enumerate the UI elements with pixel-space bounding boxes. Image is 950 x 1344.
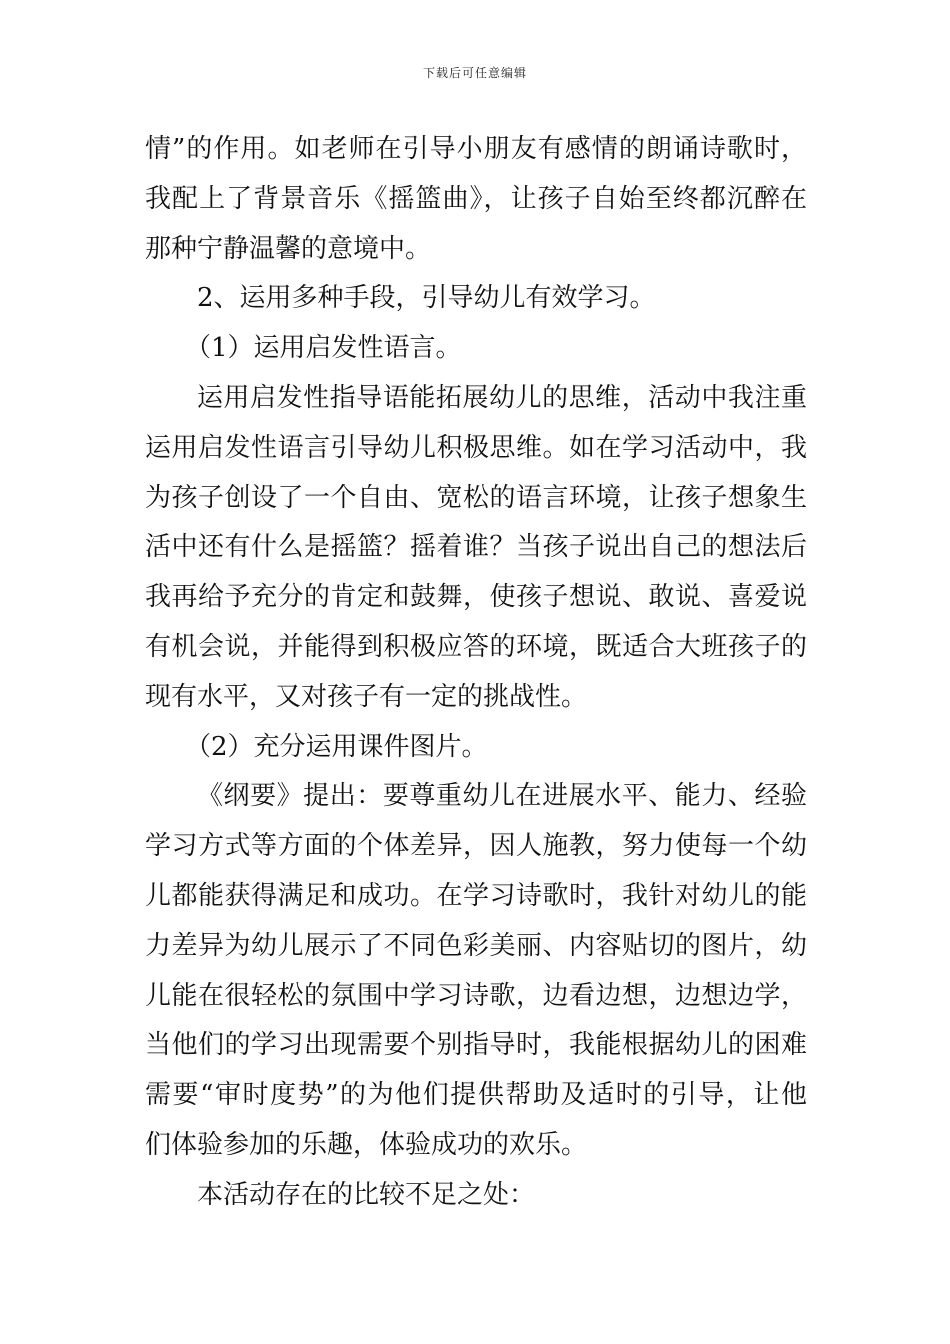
text-line: 儿都能获得满足和成功。在学习诗歌时，我针对幼儿的能 [145, 880, 807, 911]
text-line: 2、运用多种手段，引导幼儿有效学习。 [197, 283, 656, 314]
text-line: 们体验参加的乐趣，体验成功的欢乐。 [145, 1129, 588, 1160]
text-line: （2）充分运用课件图片。 [185, 731, 488, 762]
text-line: 我再给予充分的肯定和鼓舞，使孩子想说、敢说、喜爱说 [145, 582, 807, 613]
text-line: 有机会说，并能得到积极应答的环境，既适合大班孩子的 [145, 631, 807, 662]
text-line: 为孩子创设了一个自由、宽松的语言环境，让孩子想象生 [145, 482, 807, 513]
text-line: 《纲要》提出：要尊重幼儿在进展水平、能力、经验 [197, 781, 807, 812]
text-line: 情”的作用。如老师在引导小朋友有感情的朗诵诗歌时， [145, 134, 807, 164]
text-line: 学习方式等方面的个体差异，因人施教，努力使每一个幼 [145, 831, 807, 862]
text-line: （1）运用启发性语言。 [185, 333, 462, 364]
text-line: 力差异为幼儿展示了不同色彩美丽、内容贴切的图片，幼 [145, 930, 807, 961]
text-line: 儿能在很轻松的氛围中学习诗歌，边看边想，边想边学， [145, 980, 807, 1011]
text-line: 那种宁静温馨的意境中。 [145, 233, 432, 264]
text-line: 运用启发性指导语能拓展幼儿的思维，活动中我注重 [197, 382, 807, 413]
text-line: 活中还有什么是摇篮？摇着谁？当孩子说出自己的想法后 [145, 532, 807, 563]
document-body [145, 125, 807, 1221]
text-line: 我配上了背景音乐《摇篮曲》，让孩子自始至终都沉醉在 [145, 183, 807, 214]
text-line: 现有水平，又对孩子有一定的挑战性。 [145, 681, 588, 712]
text-line: 当他们的学习出现需要个别指导时，我能根据幼儿的困难 [145, 1030, 807, 1061]
page-header: 下载后可任意编辑 [422, 66, 527, 80]
text-line: 本活动存在的比较不足之处： [197, 1179, 536, 1210]
text-line: 需要“审时度势”的为他们提供帮助及适时的引导，让他 [145, 1080, 807, 1111]
text-line: 运用启发性语言引导幼儿积极思维。如在学习活动中，我 [145, 432, 807, 463]
